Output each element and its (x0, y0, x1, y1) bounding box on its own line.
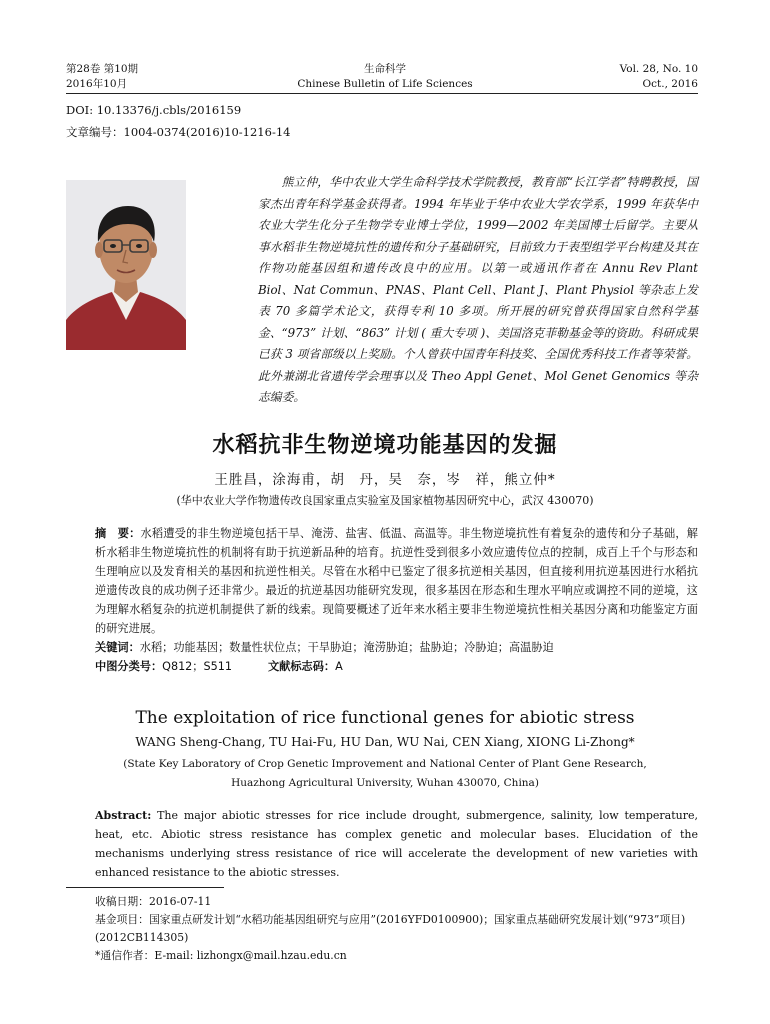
header-volume-cn: 第28卷 第10期 (66, 63, 139, 75)
affiliation-en (0, 755, 770, 793)
title-cn: 水稻抗非生物逆境功能基因的发掘 (212, 433, 558, 458)
affiliation-en-line2: Huazhong Agricultural University, Wuhan 430070, China) (231, 777, 539, 789)
author-biography (258, 172, 698, 409)
affiliation-cn: (华中农业大学作物遗传改良国家重点实验室及国家植物基因研究中心，武汉 430070) (176, 494, 594, 507)
abstract-cn-text: 水稻遭受的非生物逆境包括干旱、淹涝、盐害、低温、高温等。非生物逆境抗性有着复杂的遗传和分子基础，解析水稻非生物逆境抗性的机制将有助于抗逆新品种的培育。抗逆性受到很多小效应遗传位点的控制，成百上千个与形态和生理响应以及发育相关的基因和抗逆性相关。尽管在水稻中已鉴定了很多抗逆相关基因，但直接利用抗逆基因进行水稻抗逆遗传改良的成功例子还非常少。最近的抗逆基因功能研究发现，很多基因在形态和生理水平响应或调控不同的逆境，这为理解水稻复杂的抗逆机制提供了新的线索。现简要概述了近年来水稻主要非生物逆境抗性相关基因分离和功能鉴定方面的研究进展。 (95, 527, 698, 635)
abstract-en-label: Abstract: (95, 809, 152, 822)
footnote-fund: 基金项目：国家重点研发计划“水稻功能基因组研究与应用”(2016YFD0100900)；国家重点基础研究发展计划(“973”项目)(2012CB114305) (95, 913, 686, 944)
clc-value: Q812；S511 (162, 660, 232, 673)
affiliation-en-line1: (State Key Laboratory of Crop Genetic Improvement and National Center of Plant Gene Research, (123, 758, 647, 770)
footnotes (95, 893, 698, 965)
header-journal-cn: 生命科学 (364, 63, 406, 75)
abstract-en (95, 806, 698, 882)
keywords-label: 关键词： (95, 641, 140, 654)
header-rule (66, 93, 698, 94)
footnote-received: 收稿日期：2016-07-11 (95, 895, 212, 908)
author-photo (66, 180, 186, 350)
header-volume-en: Vol. 28, No. 10 (619, 63, 698, 75)
header-journal-en: Chinese Bulletin of Life Sciences (297, 78, 473, 90)
footnote-corresponding: *通信作者：E-mail: lizhongx@mail.hzau.edu.cn (95, 949, 347, 962)
header-date-en: Oct., 2016 (642, 78, 698, 90)
abstract-en-paragraph (95, 806, 698, 882)
portrait-illustration (66, 180, 186, 350)
classification-line (95, 657, 698, 676)
header-right (620, 62, 698, 92)
biography-text: 熊立仲，华中农业大学生命科学技术学院教授，教育部“长江学者”特聘教授，国家杰出青年科学基金获得者。1994 年毕业于华中农业大学农学系，1999 年获华中农业大学生化分子生物学专业博士学位，1999—2002 年美国博士后留学。主要从事水稻非生物逆境抗性的遗传和分子基础研究，目前致力于表型组学平台构建及其在作物功能基因组和遗传改良中的应用。以第一或通讯作者在 Annu Rev Plant Biol、Nat Commun、PNAS、Plant Cell、Plant J、Plant Physiol 等杂志上发表 70 多篇学术论文，获得专利 10 多项。所开展的研究曾获得国家自然科学基金、“973” 计划、“863” 计划 ( 重大专项 )、美国洛克菲勒基金等的资助。科研成果已获 3 项省部级以上奖励。个人曾获中国青年科技奖、全国优秀科技工作者等荣誉。此外兼湖北省遗传学会理事以及 Theo Appl Genet、Mol Genet Genomics 等杂志编委。 (258, 175, 698, 404)
abstract-en-text: The major abiotic stresses for rice include drought, submergence, salinity, low temperature, heat, etc. Abiotic stress resistance has complex genetic and molecular bases. Elucidation of the mechanisms underlying stress resistance of rice will accelerate the development of new varieties with enhanced resistance to the abiotic stresses. (95, 809, 698, 879)
header-date-cn: 2016年10月 (66, 78, 128, 90)
keywords-cn (95, 638, 698, 657)
abstract-cn-label: 摘 要： (95, 527, 141, 540)
doc-code-label: 文献标志码： (267, 660, 336, 673)
authors-cn: 王胜昌，涂海甫，胡 丹，吴 奈，岑 祥，熊立仲* (214, 472, 556, 488)
authors-en: WANG Sheng-Chang, TU Hai-Fu, HU Dan, WU Nai, CEN Xiang, XIONG Li-Zhong* (135, 735, 635, 749)
doi: DOI: 10.13376/j.cbls/2016159 (66, 103, 242, 117)
footnote-rule (66, 887, 224, 888)
doc-code-value: A (335, 660, 343, 673)
abstract-cn (95, 524, 698, 676)
title-en: The exploitation of rice functional genes for abiotic stress (135, 708, 635, 728)
abstract-cn-paragraph (95, 524, 698, 638)
keywords-text: 水稻；功能基因；数量性状位点；干旱胁迫；淹涝胁迫；盐胁迫；冷胁迫；高温胁迫 (139, 641, 554, 654)
article-number: 文章编号：1004-0374(2016)10-1216-14 (66, 125, 291, 139)
clc-label: 中图分类号： (95, 660, 163, 673)
